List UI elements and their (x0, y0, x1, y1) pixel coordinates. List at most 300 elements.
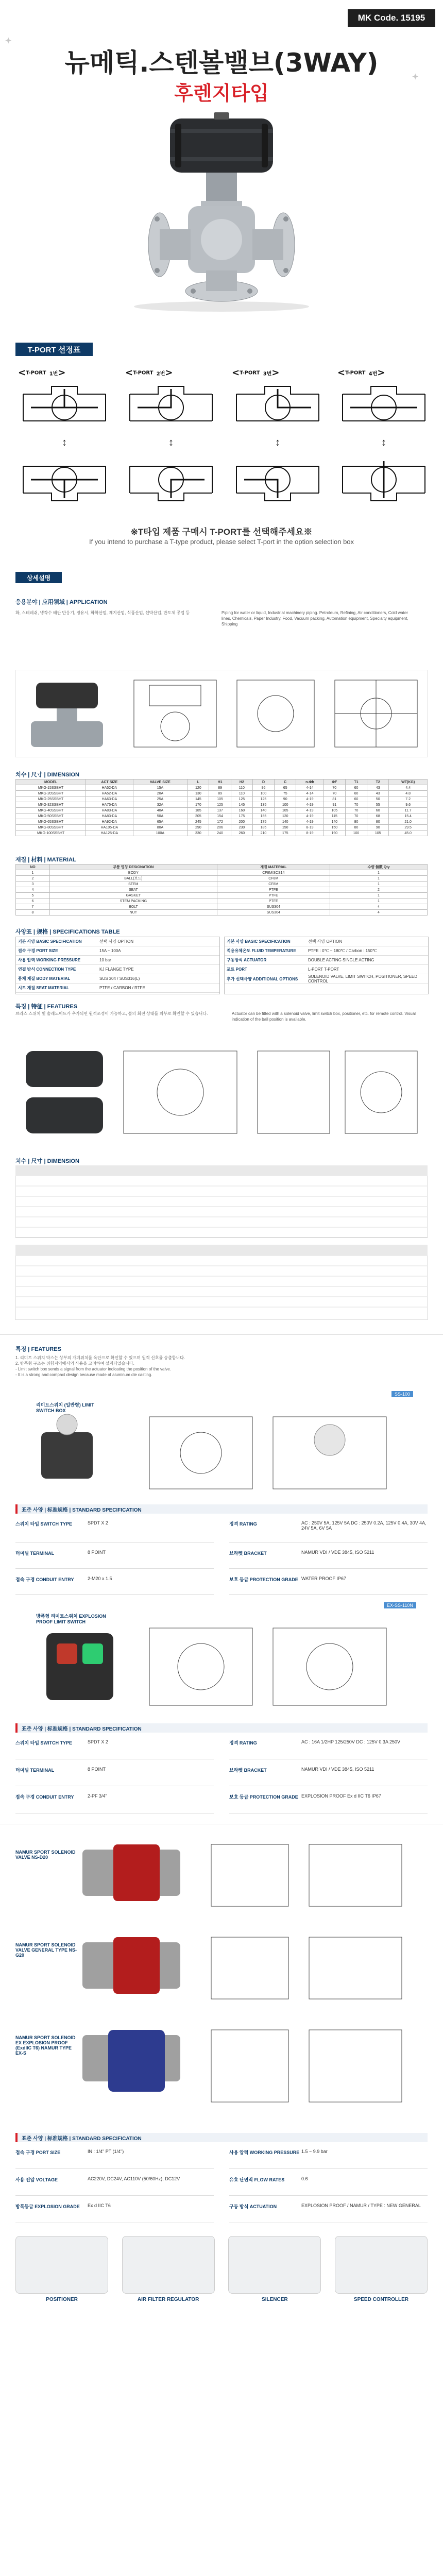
mat-cell: PTFE (217, 899, 330, 904)
dim-header-cell: D (252, 779, 274, 785)
spec-value: KJ FLANGE TYPE (99, 967, 134, 972)
dim-header-cell: ACT SIZE (86, 779, 133, 785)
sol-item-2: NAMUR SPORT SOLENOID VALVE GENERAL TYPE NS-G20 (15, 1942, 77, 1958)
features2-title: 특징 | FEATURES (15, 1346, 61, 1352)
ls-spec-grid (15, 1517, 428, 1595)
rotate-arrow-icon: ↕ (381, 437, 386, 448)
mat-cell: 4 (330, 910, 427, 916)
dim-cell: 125 (231, 796, 252, 802)
dim-cell: 110 (231, 785, 252, 791)
spec-row (225, 937, 428, 946)
mat-cell: 7 (16, 904, 50, 910)
spec-value: EXPLOSION PROOF / NAMUR / TYPE : NEW GENERAL (301, 2203, 421, 2209)
mat-cell: SEAT (50, 887, 217, 893)
spec-value: SOLENOID VALVE, LIMIT SWITCH, POSITIONER, SPEED CONTROL (308, 974, 418, 984)
dim-cell: 4.8 (389, 791, 428, 796)
dim-cell: 70 (323, 791, 345, 796)
dim-cell: 140 (323, 819, 345, 825)
dim-cell: 4-19 (296, 808, 323, 814)
dim-row (16, 808, 428, 814)
spec-row (15, 1517, 214, 1543)
dim-cell: 60 (345, 791, 367, 796)
dim-cell: 45.0 (389, 831, 428, 836)
tport-3-diagram-top (234, 384, 321, 431)
dim-row (16, 819, 428, 825)
tport-1-diagram-top (21, 384, 108, 431)
spec-value: 0.6 (301, 2176, 308, 2181)
spec-key: 터미널 TERMINAL (15, 1551, 55, 1556)
spec-value: 1.5 ~ 9.9 bar (301, 2149, 328, 2154)
mat-row (16, 887, 428, 893)
mat-cell: 5 (16, 893, 50, 899)
mat-cell: 2 (16, 876, 50, 882)
dim-cell: 240 (209, 831, 231, 836)
dim-cell: 155 (252, 814, 274, 819)
mat-cell: CF8M (217, 876, 330, 882)
spec-value: 8 POINT (88, 1550, 106, 1555)
mat-cell: PTFE (217, 893, 330, 899)
dim-cell: 70 (345, 802, 367, 808)
spec-left-box (15, 937, 220, 994)
dim-cell: 8-19 (296, 825, 323, 831)
spec-key: 정격 RATING (229, 1740, 257, 1745)
spec-key: 보호 등급 PROTECTION GRADE (229, 1577, 298, 1582)
sol-item-1: NAMUR SPORT SOLENOID VALVE NS-D20 (15, 1850, 76, 1860)
dim-cell: 11.7 (389, 808, 428, 814)
spec-row (229, 1764, 428, 1787)
dim-cell: 115 (323, 814, 345, 819)
mat-cell: GASKET (50, 893, 217, 899)
product-subtitle: 후렌지타입 (174, 82, 269, 105)
dim-header-cell: VALVE SIZE (133, 779, 188, 785)
mat-cell: 8 (16, 910, 50, 916)
dim-cell: 90 (367, 825, 389, 831)
mat-row (16, 876, 428, 882)
spec-value: L-PORT T-PORT (308, 967, 339, 972)
dim-cell: MKG-50SSBHT (16, 814, 86, 819)
spec-row (229, 2146, 428, 2169)
mat-cell: 1 (330, 899, 427, 904)
mat-header-cell: 부품 명칭 DESIGNATION (50, 865, 217, 870)
dim-cell: 21.0 (389, 819, 428, 825)
spec-value: WATER PROOF IP67 (301, 1575, 347, 1581)
dimension-title: 치수 | 尺寸 | DIMENSION (15, 772, 79, 778)
option-silencer: SILENCER (228, 2236, 321, 2318)
tport-notice-ko: ※T타입 제품 구매시 T-PORT를 선택해주세요※ (130, 527, 313, 537)
feature-ko: 브라스 스위치 및 솔레노이드가 추가되면 원격조정이 가능하고, 볼의 회전 상태를 외부로 확인할 수 있습니다. (15, 1011, 208, 1016)
spec-key: 추가 선택사양 ADDITIONAL OPTIONS (227, 976, 298, 981)
spec-row (229, 1790, 428, 1814)
ex-spec-title: 표준 사양 | 标准规格 | STANDARD SPECIFICATION (15, 1723, 428, 1733)
dim-cell: 125 (209, 802, 231, 808)
dim-cell: 20A (133, 791, 188, 796)
dim-cell: 60 (345, 796, 367, 802)
divider (0, 1334, 443, 1335)
dim-row (16, 825, 428, 831)
dim-cell: 25A (133, 796, 188, 802)
application-block (15, 598, 428, 627)
dim-cell: 160 (231, 808, 252, 814)
dim-cell: 43 (367, 791, 389, 796)
tport-2-label: <T-PORT 2번> (125, 367, 173, 378)
dim-cell: 140 (252, 808, 274, 814)
dim-cell: 150 (323, 825, 345, 831)
spec-key: 정격 RATING (229, 1521, 257, 1527)
mat-row (16, 893, 428, 899)
dim-cell: 89 (209, 785, 231, 791)
spec-row (16, 946, 219, 956)
dim-cell: HA52-DA (86, 785, 133, 791)
dim-cell: 105 (323, 808, 345, 814)
spec-row (229, 1573, 428, 1595)
dim-cell: 15.4 (389, 814, 428, 819)
dim-cell: 200 (231, 819, 252, 825)
dim-cell: 70 (323, 785, 345, 791)
tport-3-label: <T-PORT 3번> (232, 367, 280, 378)
dim-cell: MKG-25SSBHT (16, 796, 86, 802)
spec-row (229, 2200, 428, 2223)
dim-cell: 8-19 (296, 831, 323, 836)
dim-cell: HA63-DA (86, 796, 133, 802)
dim-cell: HA125-DA (86, 831, 133, 836)
spec-row (225, 956, 428, 965)
dim-header-cell: T1 (345, 779, 367, 785)
dim-cell: 125 (252, 796, 274, 802)
spec-value: SPDT X 2 (88, 1520, 108, 1526)
ls-model-tag: SS-100 (391, 1391, 413, 1397)
dim-header-cell: MODEL (16, 779, 86, 785)
dim-header-cell: H2 (231, 779, 252, 785)
dim-cell: 70 (345, 814, 367, 819)
mat-cell: STEM PACKING (50, 899, 217, 904)
spec-key: 브라켓 BRACKET (229, 1551, 267, 1556)
dim-cell: 15A (133, 785, 188, 791)
dim-header-cell: WT(KG) (389, 779, 428, 785)
mat-cell: BODY (50, 870, 217, 876)
option-positioner: POSITIONER (15, 2236, 108, 2318)
spec-key: 사용 전압 VOLTAGE (15, 2177, 58, 2182)
dim-cell: 170 (188, 802, 209, 808)
dim-cell: MKG-40SSBHT (16, 808, 86, 814)
application-ko: 화, 스테레쉬, 냉각수 배관 반응기, 정유시, 화학산업, 제지산업, 식품산업, 선박산업, 반도체 공업 등 (15, 611, 190, 615)
spec-key: 포트 PORT (227, 967, 247, 972)
option-row (15, 2236, 428, 2318)
mat-cell: STEM (50, 882, 217, 887)
mat-cell: BALL(보드) (50, 876, 217, 882)
mat-cell: 1 (330, 893, 427, 899)
spec-value: EXPLOSION PROOF Ex d IIC T6 IP67 (301, 1793, 381, 1799)
dim-cell: 81 (323, 796, 345, 802)
mat-cell: SUS304 (217, 910, 330, 916)
dim-header-cell: L (188, 779, 209, 785)
solenoid-images (31, 1834, 412, 2123)
spec-key: 스위치 타입 SWITCH TYPE (15, 1521, 72, 1527)
spec-key: 기본 사양 BASIC SPECIFICATION (227, 939, 291, 944)
spec-row (15, 2200, 214, 2223)
spec-key: 접속 구경 CONDUIT ENTRY (15, 1577, 74, 1582)
spec-value: 선택 사양 OPTION (99, 939, 134, 944)
dim-cell: 95 (252, 785, 274, 791)
mat-cell: CF8M/SCS14 (217, 870, 330, 876)
ex-name: 방폭형 리미트스위치 EXPLOSION PROOF LIMIT SWITCH (36, 1614, 106, 1624)
mat-cell: 1 (330, 876, 427, 882)
rotate-arrow-icon: ↕ (275, 437, 280, 448)
dim-cell: 80 (345, 819, 367, 825)
dim-cell: 175 (231, 814, 252, 819)
tport-2-diagram-top (127, 384, 215, 431)
spec-key: 사용 압력 WORKING PRESSURE (229, 2150, 300, 2155)
mat-cell: 1 (330, 870, 427, 876)
dim-cell: 50 (367, 796, 389, 802)
material-title: 재질 | 材料 | MATERIAL (15, 857, 76, 863)
dim-cell: 330 (188, 831, 209, 836)
mat-row (16, 910, 428, 916)
tport-1-diagram-bottom (21, 456, 108, 503)
dim-header-cell: ΦF (323, 779, 345, 785)
dim-cell: 4-19 (296, 814, 323, 819)
mat-cell: BOLT (50, 904, 217, 910)
dim-cell: 185 (188, 808, 209, 814)
dim-cell: 68 (367, 814, 389, 819)
spec-key: 시트 재질 SEAT MATERIAL (18, 986, 70, 990)
dim-cell: 175 (252, 819, 274, 825)
application-title: 응용분야 | 应用领域 | APPLICATION (15, 599, 108, 605)
spec-row (15, 1547, 214, 1568)
spec-key: 몸체 재질 BODY MATERIAL (18, 976, 71, 981)
spec-key: 기본 사양 BASIC SPECIFICATION (18, 939, 82, 944)
dim-cell: 150 (275, 825, 296, 831)
watermark: ✦ (5, 37, 12, 45)
spec-key: 접속 구경 CONDUIT ENTRY (15, 1794, 74, 1800)
dim-cell: 80A (133, 825, 188, 831)
dim-header-cell: T2 (367, 779, 389, 785)
spec-row (16, 984, 219, 993)
rotate-arrow-icon: ↕ (62, 437, 67, 448)
spec-value: 선택 사양 OPTION (308, 939, 343, 944)
details-tag: 상세설명 (15, 572, 62, 583)
mat-cell: CF8M (217, 882, 330, 887)
dim-cell: 100A (133, 831, 188, 836)
ex-limit-switch-images (31, 1613, 402, 1716)
spec-value: 2-M20 x 1.5 (88, 1575, 112, 1581)
spec-row (229, 1736, 428, 1759)
spec-row (16, 956, 219, 965)
actuator-dimension-tables (15, 1165, 428, 1320)
dim-cell: 185 (252, 825, 274, 831)
dim-cell: 4-14 (296, 791, 323, 796)
dim-cell: 105 (367, 831, 389, 836)
spec-value: Ex d IIC T6 (88, 2203, 111, 2209)
spec-key: 접속 구경 PORT SIZE (18, 948, 58, 953)
spec-right-box (224, 937, 429, 994)
spec-key: 브라켓 BRACKET (229, 1767, 267, 1773)
tport-notice-en: If you intend to purchase a T-type product, please select T-port in the option selection box (89, 538, 354, 546)
mat-header-cell: 재질 MATERIAL (217, 865, 330, 870)
feature-en: Actuator can be fitted with a solenoid valve, limit switch box, positioner, etc. for remote control. Visual indication of the ball position is available. (232, 1011, 416, 1022)
spec-value: 8 POINT (88, 1766, 106, 1772)
dim-cell: MKG-32SSBHT (16, 802, 86, 808)
dim-cell: 135 (252, 802, 274, 808)
dim-cell: 9.6 (389, 802, 428, 808)
rotate-arrow-icon: ↕ (168, 437, 174, 448)
mat-cell: SUS304 (217, 904, 330, 910)
spec-value: 15A ~ 100A (99, 948, 121, 953)
dim-cell: 60 (345, 785, 367, 791)
spec-value: NAMUR VDI / VDE 3845, ISO 5211 (301, 1766, 374, 1772)
dimension-table (15, 779, 428, 836)
dim-cell: 105 (275, 808, 296, 814)
dim-row (16, 796, 428, 802)
mk-code-badge: MK Code. 15195 (348, 9, 435, 27)
mat-cell: 4 (330, 904, 427, 910)
dim-cell: 190 (323, 831, 345, 836)
spec-title: 사양표 | 规格 | SPECIFICATIONS TABLE (15, 929, 120, 935)
spec-row (15, 1736, 214, 1759)
dim-cell: HA83-DA (86, 814, 133, 819)
dim-row (16, 785, 428, 791)
dim-cell: HA75-DA (86, 802, 133, 808)
dim-cell: 50A (133, 814, 188, 819)
dim-cell: HA105-DA (86, 825, 133, 831)
spec-row (225, 974, 428, 984)
dim-cell: 4.4 (389, 785, 428, 791)
spec-row (225, 946, 428, 956)
dim-cell: 60 (367, 808, 389, 814)
spec-key: 사용 압력 WORKING PRESSURE (18, 958, 81, 962)
dim-cell: 43 (367, 785, 389, 791)
dim-cell: 260 (231, 831, 252, 836)
dim-header-cell: C (275, 779, 296, 785)
tport-3-diagram-bottom (234, 456, 321, 503)
mat-cell: PTFE (217, 887, 330, 893)
dim-cell: 154 (209, 814, 231, 819)
limit-switch-images (31, 1401, 402, 1499)
spec-row (15, 2173, 214, 2196)
tport-1-label: <T-PORT 1번> (18, 367, 66, 378)
spec-value: SUS 304 / SUS316(L) (99, 976, 140, 981)
dim-cell: 105 (209, 796, 231, 802)
spec-value: PTFE : 0℃ ~ 180℃ / Carbon : 150℃ (308, 948, 377, 953)
dim-cell: MKG-100SSBHT (16, 831, 86, 836)
spec-value: IN : 1/4" PT (1/4") (88, 2149, 124, 2154)
dim-cell: 4-19 (296, 819, 323, 825)
actuator-drawing (15, 1041, 428, 1144)
dim-cell: 55 (367, 802, 389, 808)
dim-cell: 100 (275, 802, 296, 808)
spec-value: 10 bar (99, 958, 111, 962)
dim-cell: 65 (275, 785, 296, 791)
mat-row (16, 870, 428, 876)
spec-key: 구동방식 ACTUATOR (227, 958, 267, 962)
spec-row (16, 937, 219, 946)
spec-row (229, 1547, 428, 1568)
mat-header-cell: 수량 個數 Qty (330, 865, 427, 870)
mat-cell: 3 (16, 882, 50, 887)
tport-4-diagram-top (340, 384, 428, 431)
features2-list: 1. 리미트 스위치 박스는 상부의 개폐위치를 육안으로 확인할 수 있으며 원격 신호를 송출합니다. 2. 방폭형 구조는 위험지역에서의 사용을 고려하여 설계되었습니다. - Limit switch box sends a signal from the actuator indicating the position of the valve. - It is a strong and compact design because made of aluminum die casting. (15, 1355, 185, 1377)
ex-model-tag: EX-SS-110N (384, 1602, 416, 1608)
spec-row (15, 1790, 214, 1814)
dim-cell: HA83-DA (86, 808, 133, 814)
tport-4-label: <T-PORT 4번> (337, 367, 385, 378)
dim-cell: 70 (345, 808, 367, 814)
mat-cell: NUT (50, 910, 217, 916)
dimension2-title: 치수 | 尺寸 | DIMENSION (15, 1158, 79, 1164)
dim-cell: 91 (323, 802, 345, 808)
dim-cell: 110 (231, 791, 252, 796)
spec-key: 적용유체온도 FLUID TEMPERATURE (227, 948, 296, 953)
dim-cell: 80 (367, 819, 389, 825)
dim-cell: 130 (188, 791, 209, 796)
dim-cell: 137 (209, 808, 231, 814)
hero-product-image (111, 108, 332, 314)
technical-drawing (15, 670, 428, 757)
dim-cell: 32A (133, 802, 188, 808)
spec-key: 접속 구경 PORT SIZE (15, 2150, 61, 2155)
dim-cell: 40A (133, 808, 188, 814)
spec-key: 유효 단면적 FLOW RATES (229, 2177, 285, 2182)
spec-key: 방폭등급 EXPLOSION GRADE (15, 2204, 80, 2210)
spec-key: 연결 방식 CONNECTION TYPE (18, 967, 76, 972)
spec-row (225, 965, 428, 974)
sol-spec-title: 표준 사양 | 标准规格 | STANDARD SPECIFICATION (15, 2133, 428, 2142)
dim-cell: HA92-DA (86, 819, 133, 825)
spec-key: 스위치 타입 SWITCH TYPE (15, 1740, 72, 1745)
tport-section-tag: T-PORT 선정표 (15, 343, 93, 356)
material-table (15, 864, 428, 916)
dim-header-cell: n-Φh (296, 779, 323, 785)
dim-cell: 172 (209, 819, 231, 825)
option-air-filter: AIR FILTER REGULATOR (122, 2236, 215, 2318)
mat-row (16, 882, 428, 887)
dim-cell: 29.5 (389, 825, 428, 831)
dim-cell: 75 (275, 791, 296, 796)
spec-row (16, 974, 219, 984)
spec-value: NAMUR VDI / VDE 3845, ISO 5211 (301, 1550, 374, 1555)
dim-cell: 7.2 (389, 796, 428, 802)
dim-cell: MKG-20SSBHT (16, 791, 86, 796)
spec-value: AC : 16A 1/2HP 125/250V DC : 125V 0.3A 250V (301, 1739, 400, 1744)
dim-cell: 65A (133, 819, 188, 825)
dim-cell: 80 (345, 825, 367, 831)
ls-name: 리미트스위치 (일반형) LIMIT SWITCH BOX (36, 1402, 94, 1413)
spec-row (229, 2173, 428, 2196)
dim-cell: MKG-65SSBHT (16, 819, 86, 825)
dim-cell: 140 (275, 819, 296, 825)
spec-row (15, 1573, 214, 1595)
sol-spec-grid (15, 2146, 428, 2223)
spec-key: 구동 방식 ACTUATION (229, 2204, 277, 2210)
dim-cell: 4-19 (296, 802, 323, 808)
mat-header-cell: NO (16, 865, 50, 870)
dim-cell: HA52-DA (86, 791, 133, 796)
feature-title: 특징 | 特征 | FEATURES (15, 1004, 78, 1010)
tport-4-diagram-bottom (340, 456, 428, 503)
mat-row (16, 899, 428, 904)
watermark: ✦ (412, 73, 419, 81)
dim-cell: 210 (252, 831, 274, 836)
tport-2-diagram-bottom (127, 456, 215, 503)
dim-cell: 245 (188, 819, 209, 825)
spec-row (15, 1764, 214, 1787)
dim-row (16, 831, 428, 836)
dim-cell: 120 (188, 785, 209, 791)
spec-value: AC : 250V 5A, 125V 5A DC : 250V 0.2A, 125V 0.4A, 30V 4A, 24V 5A, 6V 5A (301, 1520, 427, 1531)
mat-cell: 1 (330, 882, 427, 887)
product-title: 뉴메틱.스텐볼밸브(3WAY) (64, 48, 379, 78)
dim-cell: 89 (209, 791, 231, 796)
dim-cell: 100 (252, 791, 274, 796)
